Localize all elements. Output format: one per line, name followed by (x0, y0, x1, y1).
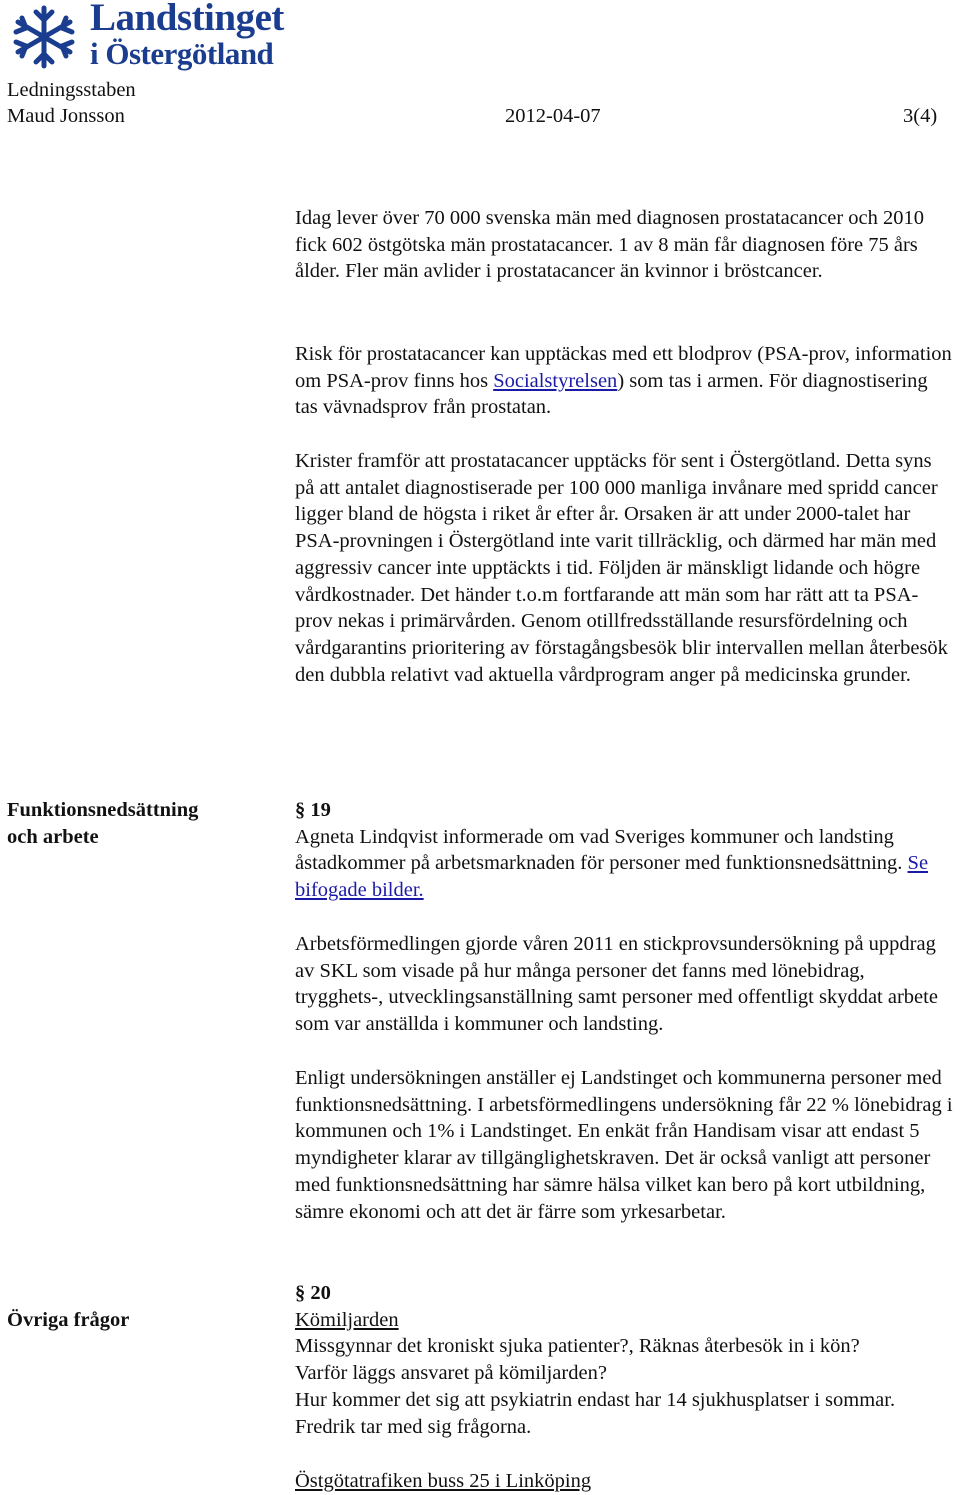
ostgotatrafiken-heading: Östgötatrafiken buss 25 i Linköping (295, 1470, 592, 1492)
attached-slides-link[interactable]: Se bifogade bilder. (295, 852, 929, 902)
section-19-paragraph-1: Agneta Lindqvist informerade om vad Sveriges kommuner och landsting åstadkommer på arbetsmarknaden för personer med funktionsnedsättning. Se bifogade bilder. (295, 825, 929, 902)
header-row (7, 103, 945, 130)
section-19-side-heading: Funktionsnedsättning och arbete (7, 799, 199, 848)
section-19-paragraph-2: Arbetsförmedlingen gjorde våren 2011 en stickprovsundersökning på uppdrag av SKL som visade på hur många personer det fanns med lönebidrag, trygghets-, utvecklingsanställning samt personer med offentligt skyddat arbete som var anställda i kommuner och landsting. (295, 933, 938, 1036)
section-19-number: § 19 (295, 799, 331, 821)
page-number: 3(4) (903, 105, 938, 127)
question-line-3: Hur kommer det sig att psykiatrin endast har 14 sjukhusplatser i sommar. Fredrik tar med sig frågorna. (295, 1388, 896, 1438)
question-line-2: Varför läggs ansvaret på kömiljarden? (295, 1362, 607, 1385)
intro-paragraph-3: Krister framför att prostatacancer upptäcks för sent i Östergötland. Detta syns på att antalet diagnostiserade per 100 000 manliga invånare med spridd cancer ligger bland de högsta i riket år efter år. Orsaken är att under 2000-talet har PSA-provningen i Östergötland inte varit tillräcklig, och därmed har män med aggressiv cancer inte upptäckts i tid. Följden är mänskligt lidande och högre vårdkostnader. Det händer t.o.m fortfarande att män som har rätt att ta PSA-prov nekas i primärvården. Genom otillfredsställande resursfördelning och vårdgarantins prioritering av förstagångsbesök blir intervallen mellan återbesök den dubbla relativt vad aktuella vårdprogram anger på medicinska grunder. (295, 450, 948, 686)
socialstyrelsen-link[interactable]: Socialstyrelsen (493, 369, 618, 392)
department: Ledningsstaben (7, 79, 136, 101)
section-20-side-heading: Övriga frågor (7, 1309, 130, 1331)
author: Maud Jonsson (7, 105, 125, 127)
intro-paragraph-2: Risk för prostatacancer kan upptäckas med ett blodprov (PSA-prov, information om PSA-prov finns hos Socialstyrelsen) som tas i armen. För diagnostisering tas vävnadsprov från prostatan. (295, 343, 952, 419)
section-20-number: § 20 (295, 1282, 331, 1304)
logo-text-line1: Landstinget (90, 0, 284, 39)
komiljarden-heading: Kömiljarden (295, 1308, 399, 1331)
section-19-paragraph-3: Enligt undersökningen anställer ej Landstinget och kommunerna personer med funktionsnedsättning. I arbetsförmedlingens undersökning får 22 % lönebidrag i kommunen och 1% i Landstinget. En enkät från Handisam visar att endast 5 myndigheter klarar av tillgänglighetskraven. Det är också vanligt att personer med funktionsnedsättning har sämre hälsa vilket kan bero på kort utbildning, sämre ekonomi och att det är färre som yrkesarbetar. (295, 1067, 953, 1223)
section-19 (295, 797, 955, 904)
intro-paragraph-1: Idag lever över 70 000 svenska män med diagnosen prostatacancer och 2010 fick 602 östgötska män prostatacancer. 1 av 8 män får diagnosen före 75 års ålder. Fler män avlider i prostatacancer än kvinnor i bröstcancer. (295, 207, 925, 283)
logo-text-line2: i Östergötland (90, 36, 274, 71)
date: 2012-04-07 (505, 105, 601, 127)
logo (6, 0, 316, 74)
snowflake-logo-icon (6, 2, 82, 72)
question-line-1: Missgynnar det kroniskt sjuka patienter?, Räknas återbesök in i kön? (295, 1335, 860, 1358)
section-20 (295, 1280, 955, 1440)
